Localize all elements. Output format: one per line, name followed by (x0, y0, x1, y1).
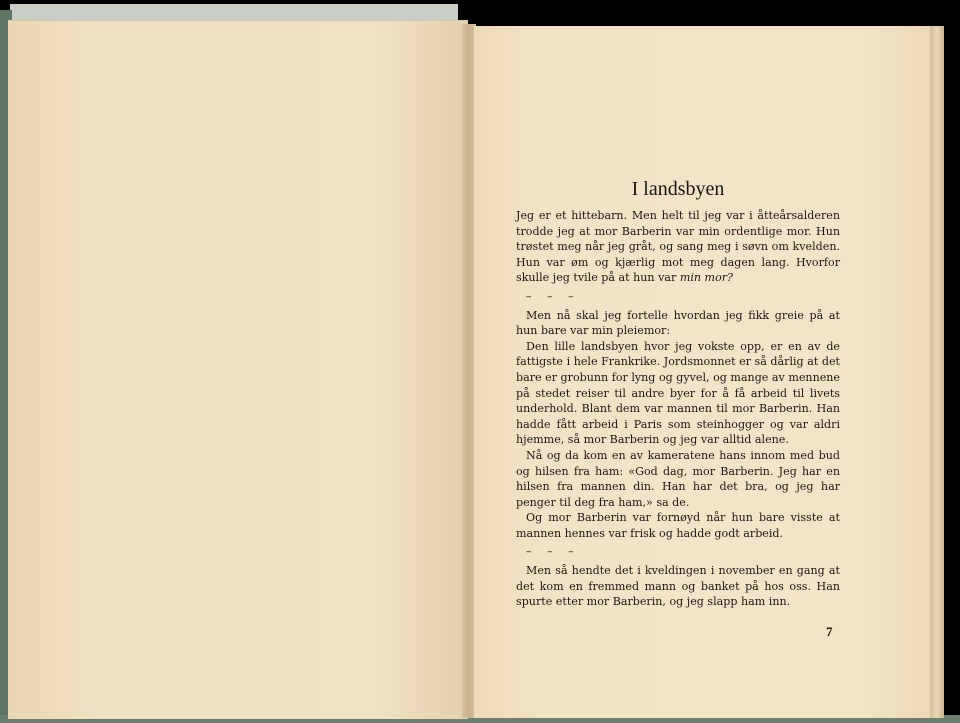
paragraph-6: Men så hendte det i kveldingen i november en gang at det kom en fremmed mann og banket på hos oss. Han spurte etter mor Barberin, og jeg slapp ham inn. (516, 564, 840, 609)
paragraph-1 (516, 208, 840, 286)
page-number: 7 (826, 624, 833, 639)
page-edges-right (930, 26, 944, 718)
paragraph-4: Nå og da kom en av kameratene hans innom med bud og hilsen fra ham: «God dag, mor Barberin. Jeg har en hilsen fra mannen din. Han har det bra, og jeg har penger til deg fra ham,» sa de. (516, 448, 840, 509)
section-separator-1: – – – (526, 289, 580, 303)
paragraph-1-text: Jeg er et hittebarn. Men helt til jeg var i åtteårsalderen trodde jeg at mor Barberin var min ordentlige mor. Hun trøstet meg når jeg gråt, og sang meg i søvn om kvelden. Hun var øm og kjærlig mot meg dagen lang. Hvorfor skulle jeg tvile på at hun var (516, 209, 840, 285)
paragraph-5: Og mor Barberin var fornøyd når hun bare visste at mannen hennes var frisk og hadde godt arbeid. (516, 511, 840, 540)
paragraph-1-emphasis: min mor? (679, 271, 734, 285)
left-page-blank (8, 20, 468, 719)
chapter-title: I landsbyen (631, 178, 725, 200)
section-separator-2: – – – (526, 545, 580, 559)
chapter-text (516, 176, 840, 610)
paragraph-3: Den lille landsbyen hvor jeg vokste opp, er en av de fattigste i hele Frankrike. Jordsmonnet er så dårlig at det bare er grobunn for lyng og gyvel, og mange av mennene på stedet reiser til andre byer for å få arbeid til livets underhold. Blant dem var mannen til mor Barberin. Han hadde fått arbeid i Paris som steinhogger og var aldri hjemme, så mor Barberin og jeg var alltid alene. (516, 339, 840, 447)
paragraph-2: Men nå skal jeg fortelle hvordan jeg fikk greie på at hun bare var min pleiemor: (516, 308, 840, 338)
